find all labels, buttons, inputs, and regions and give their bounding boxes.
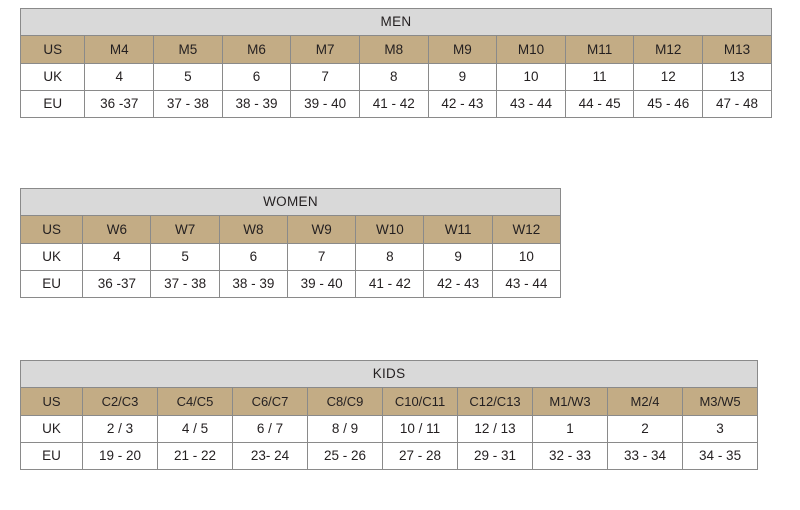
- table-row: [21, 64, 772, 91]
- cell: 33 - 34: [608, 443, 683, 470]
- row-label-uk: UK: [21, 244, 83, 271]
- size-table-kids: [20, 360, 758, 470]
- column-header: M13: [703, 36, 772, 64]
- table-title-row: [21, 361, 758, 388]
- cell: 12 / 13: [458, 416, 533, 443]
- cell: 7: [291, 64, 360, 91]
- table-row: [21, 271, 561, 298]
- column-header: M10: [497, 36, 566, 64]
- column-header: W12: [492, 216, 560, 244]
- cell: 9: [424, 244, 492, 271]
- cell: 5: [154, 64, 223, 91]
- cell: 34 - 35: [683, 443, 758, 470]
- cell: 42 - 43: [424, 271, 492, 298]
- column-header: M9: [428, 36, 497, 64]
- row-label-eu: EU: [21, 91, 85, 118]
- cell: 13: [703, 64, 772, 91]
- table-title: KIDS: [21, 361, 758, 388]
- cell: 6: [222, 64, 291, 91]
- table-row: [21, 244, 561, 271]
- cell: 6 / 7: [233, 416, 308, 443]
- column-header: W7: [151, 216, 219, 244]
- cell: 38 - 39: [219, 271, 287, 298]
- row-label-us: US: [21, 388, 83, 416]
- cell: 11: [565, 64, 634, 91]
- cell: 38 - 39: [222, 91, 291, 118]
- table-title-row: [21, 9, 772, 36]
- cell: 19 - 20: [83, 443, 158, 470]
- cell: 5: [151, 244, 219, 271]
- cell: 44 - 45: [565, 91, 634, 118]
- size-table-men: [20, 8, 772, 118]
- column-header: M3/W5: [683, 388, 758, 416]
- cell: 47 - 48: [703, 91, 772, 118]
- cell: 4 / 5: [158, 416, 233, 443]
- cell: 10: [497, 64, 566, 91]
- table-title-row: [21, 189, 561, 216]
- row-label-eu: EU: [21, 443, 83, 470]
- table-row: [21, 443, 758, 470]
- cell: 39 - 40: [287, 271, 355, 298]
- column-header: W9: [287, 216, 355, 244]
- column-header: C8/C9: [308, 388, 383, 416]
- column-header: M12: [634, 36, 703, 64]
- cell: 10 / 11: [383, 416, 458, 443]
- column-header: M1/W3: [533, 388, 608, 416]
- cell: 10: [492, 244, 560, 271]
- column-header: C6/C7: [233, 388, 308, 416]
- cell: 7: [287, 244, 355, 271]
- cell: 8: [359, 64, 428, 91]
- cell: 1: [533, 416, 608, 443]
- cell: 4: [85, 64, 154, 91]
- table-header-row: [21, 388, 758, 416]
- cell: 32 - 33: [533, 443, 608, 470]
- cell: 36 -37: [83, 271, 151, 298]
- column-header: M7: [291, 36, 360, 64]
- cell: 41 - 42: [356, 271, 424, 298]
- cell: 27 - 28: [383, 443, 458, 470]
- column-header: W10: [356, 216, 424, 244]
- column-header: M11: [565, 36, 634, 64]
- cell: 45 - 46: [634, 91, 703, 118]
- row-label-eu: EU: [21, 271, 83, 298]
- cell: 8: [356, 244, 424, 271]
- cell: 6: [219, 244, 287, 271]
- cell: 43 - 44: [497, 91, 566, 118]
- cell: 23- 24: [233, 443, 308, 470]
- table-row: [21, 91, 772, 118]
- table-header-row: [21, 36, 772, 64]
- table-title: MEN: [21, 9, 772, 36]
- cell: 4: [83, 244, 151, 271]
- row-label-us: US: [21, 36, 85, 64]
- cell: 3: [683, 416, 758, 443]
- cell: 25 - 26: [308, 443, 383, 470]
- column-header: M4: [85, 36, 154, 64]
- column-header: W6: [83, 216, 151, 244]
- cell: 37 - 38: [154, 91, 223, 118]
- cell: 42 - 43: [428, 91, 497, 118]
- column-header: C12/C13: [458, 388, 533, 416]
- row-label-uk: UK: [21, 416, 83, 443]
- cell: 41 - 42: [359, 91, 428, 118]
- column-header: C2/C3: [83, 388, 158, 416]
- table-title: WOMEN: [21, 189, 561, 216]
- column-header: M8: [359, 36, 428, 64]
- column-header: M5: [154, 36, 223, 64]
- cell: 12: [634, 64, 703, 91]
- column-header: M6: [222, 36, 291, 64]
- column-header: W11: [424, 216, 492, 244]
- row-label-us: US: [21, 216, 83, 244]
- cell: 39 - 40: [291, 91, 360, 118]
- cell: 2: [608, 416, 683, 443]
- table-row: [21, 416, 758, 443]
- column-header: M2/4: [608, 388, 683, 416]
- cell: 29 - 31: [458, 443, 533, 470]
- column-header: W8: [219, 216, 287, 244]
- row-label-uk: UK: [21, 64, 85, 91]
- cell: 8 / 9: [308, 416, 383, 443]
- cell: 43 - 44: [492, 271, 560, 298]
- cell: 37 - 38: [151, 271, 219, 298]
- cell: 2 / 3: [83, 416, 158, 443]
- cell: 9: [428, 64, 497, 91]
- table-header-row: [21, 216, 561, 244]
- column-header: C4/C5: [158, 388, 233, 416]
- size-table-women: [20, 188, 561, 298]
- column-header: C10/C11: [383, 388, 458, 416]
- cell: 21 - 22: [158, 443, 233, 470]
- cell: 36 -37: [85, 91, 154, 118]
